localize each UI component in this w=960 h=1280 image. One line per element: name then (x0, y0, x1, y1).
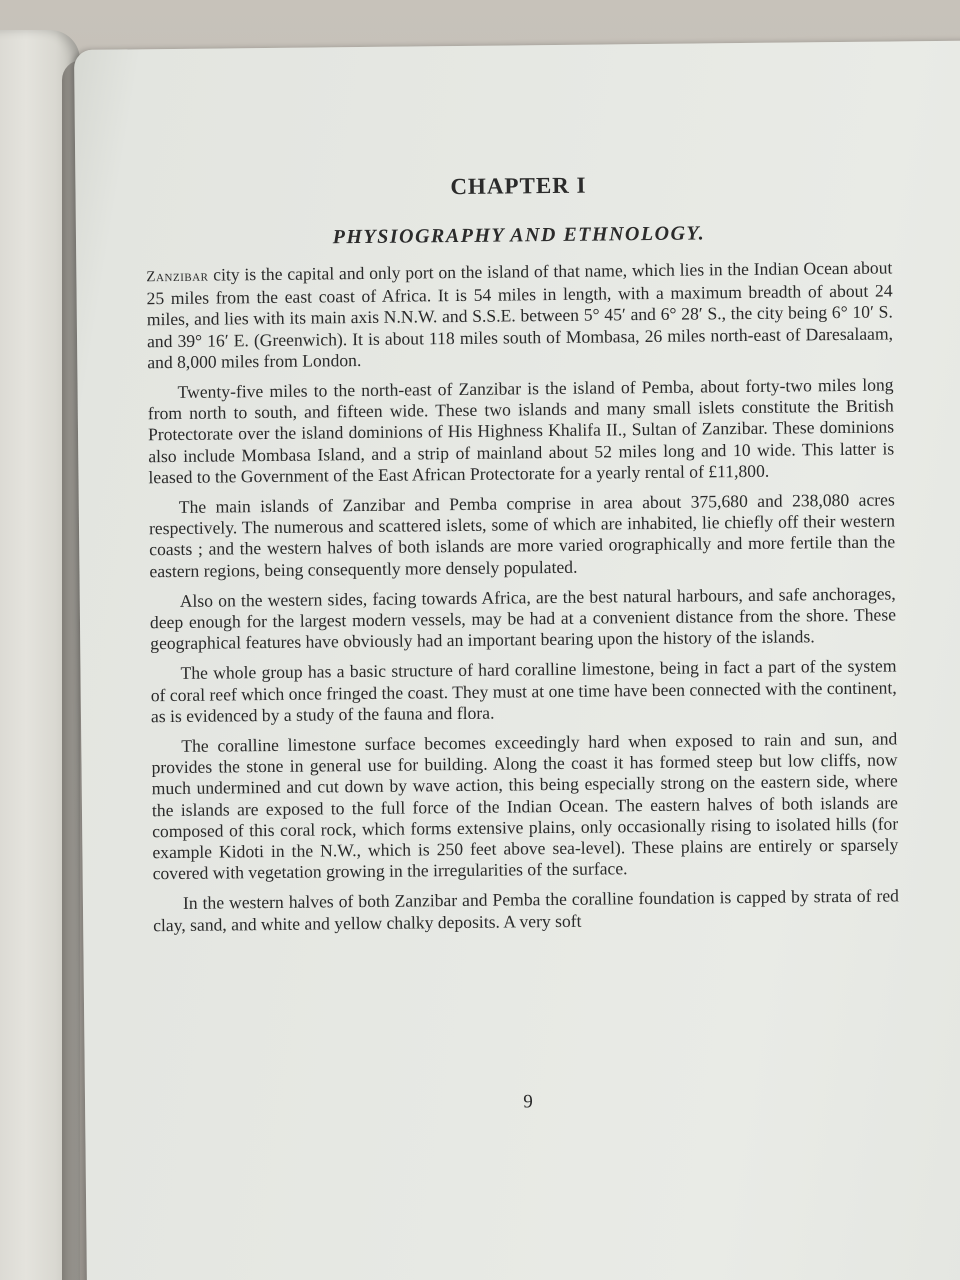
chapter-title: PHYSIOGRAPHY AND ETHNOLOGY. (332, 222, 706, 249)
book-page (74, 41, 960, 1280)
body-text (146, 257, 899, 936)
paragraph-3: The main islands of Zanzibar and Pemba comprise in area about 375,680 and 238,080 acres respectively. The numerous and scattered islets, some of which are inhabited, lie chiefly off their western coasts ; and the western halves of both islands are more varied orographically and more fertile than the eastern regions, being consequently more densely populated. (148, 489, 896, 581)
paragraph-1-text: city is the capital and only port on the island of that name, which lies in the Indian Ocean about 25 miles from the east coast of Africa. It is 54 miles in length, with a maximum breadth of about 24 miles, and lies with its main axis N.N.W. and S.S.E. between 5° 45′ and 6° 28′ S., the city being 6° 10′ S. and 39° 16′ E. (Greenwich). It is about 118 miles south of Mombasa, 26 miles north-east of Daresalaam, and 8,000 miles from London. (146, 257, 894, 373)
paragraph-6: The coralline limestone surface becomes exceedingly hard when exposed to rain and sun, and provides the stone in general use for building. Along the coast it has formed steep but low cliffs, now much undermined and cut down by wave action, this being especially strong on the eastern side, where the islands are exposed to the full force of the Indian Ocean. The eastern halves of both islands are composed of this coral rock, which forms extensive plains, only occasionally rising to isolated hills (for example Kidoti in the N.W., which is 250 feet above sea-level). These plains are entirely or sparsely covered with vegetation growing in the irregularities of the surface. (151, 728, 899, 884)
paragraph-5: The whole group has a basic structure of hard coralline limestone, being in fact a part of the system of coral reef which once fringed the coast. They must at one time have been connected with the continent, as is evidenced by a study of the fauna and flora. (150, 655, 897, 727)
chapter-heading: CHAPTER I (450, 172, 587, 200)
lead-word: Zanzibar (146, 268, 209, 286)
paragraph-1 (146, 257, 893, 373)
page-content (145, 169, 900, 1113)
paragraph-7: In the western halves of both Zanzibar and Pemba the coralline foundation is capped by strata of red clay, sand, and white and yellow chalky deposits. A very soft (153, 885, 900, 935)
page-number: 9 (523, 1091, 533, 1113)
paragraph-2: Twenty-five miles to the north-east of Zanzibar is the island of Pemba, about forty-two miles long from north to south, and fifteen wide. These two islands and many small islets constitute the British Protectorate over the island dominions of His Highness Khalifa II., Sultan of Zanzibar. These dominions also include Mombasa Island, and a strip of mainland about 52 miles long and 10 wide. This latter is leased to the Government of the East African Protectorate for a yearly rental of £11,800. (147, 374, 895, 488)
paragraph-4: Also on the western sides, facing towards Africa, are the best natural harbours, and safe anchorages, deep enough for the largest modern vessels, may be had at a convenient distance from the shore. These geographical features have obviously had an important bearing upon the history of the islands. (149, 583, 897, 654)
